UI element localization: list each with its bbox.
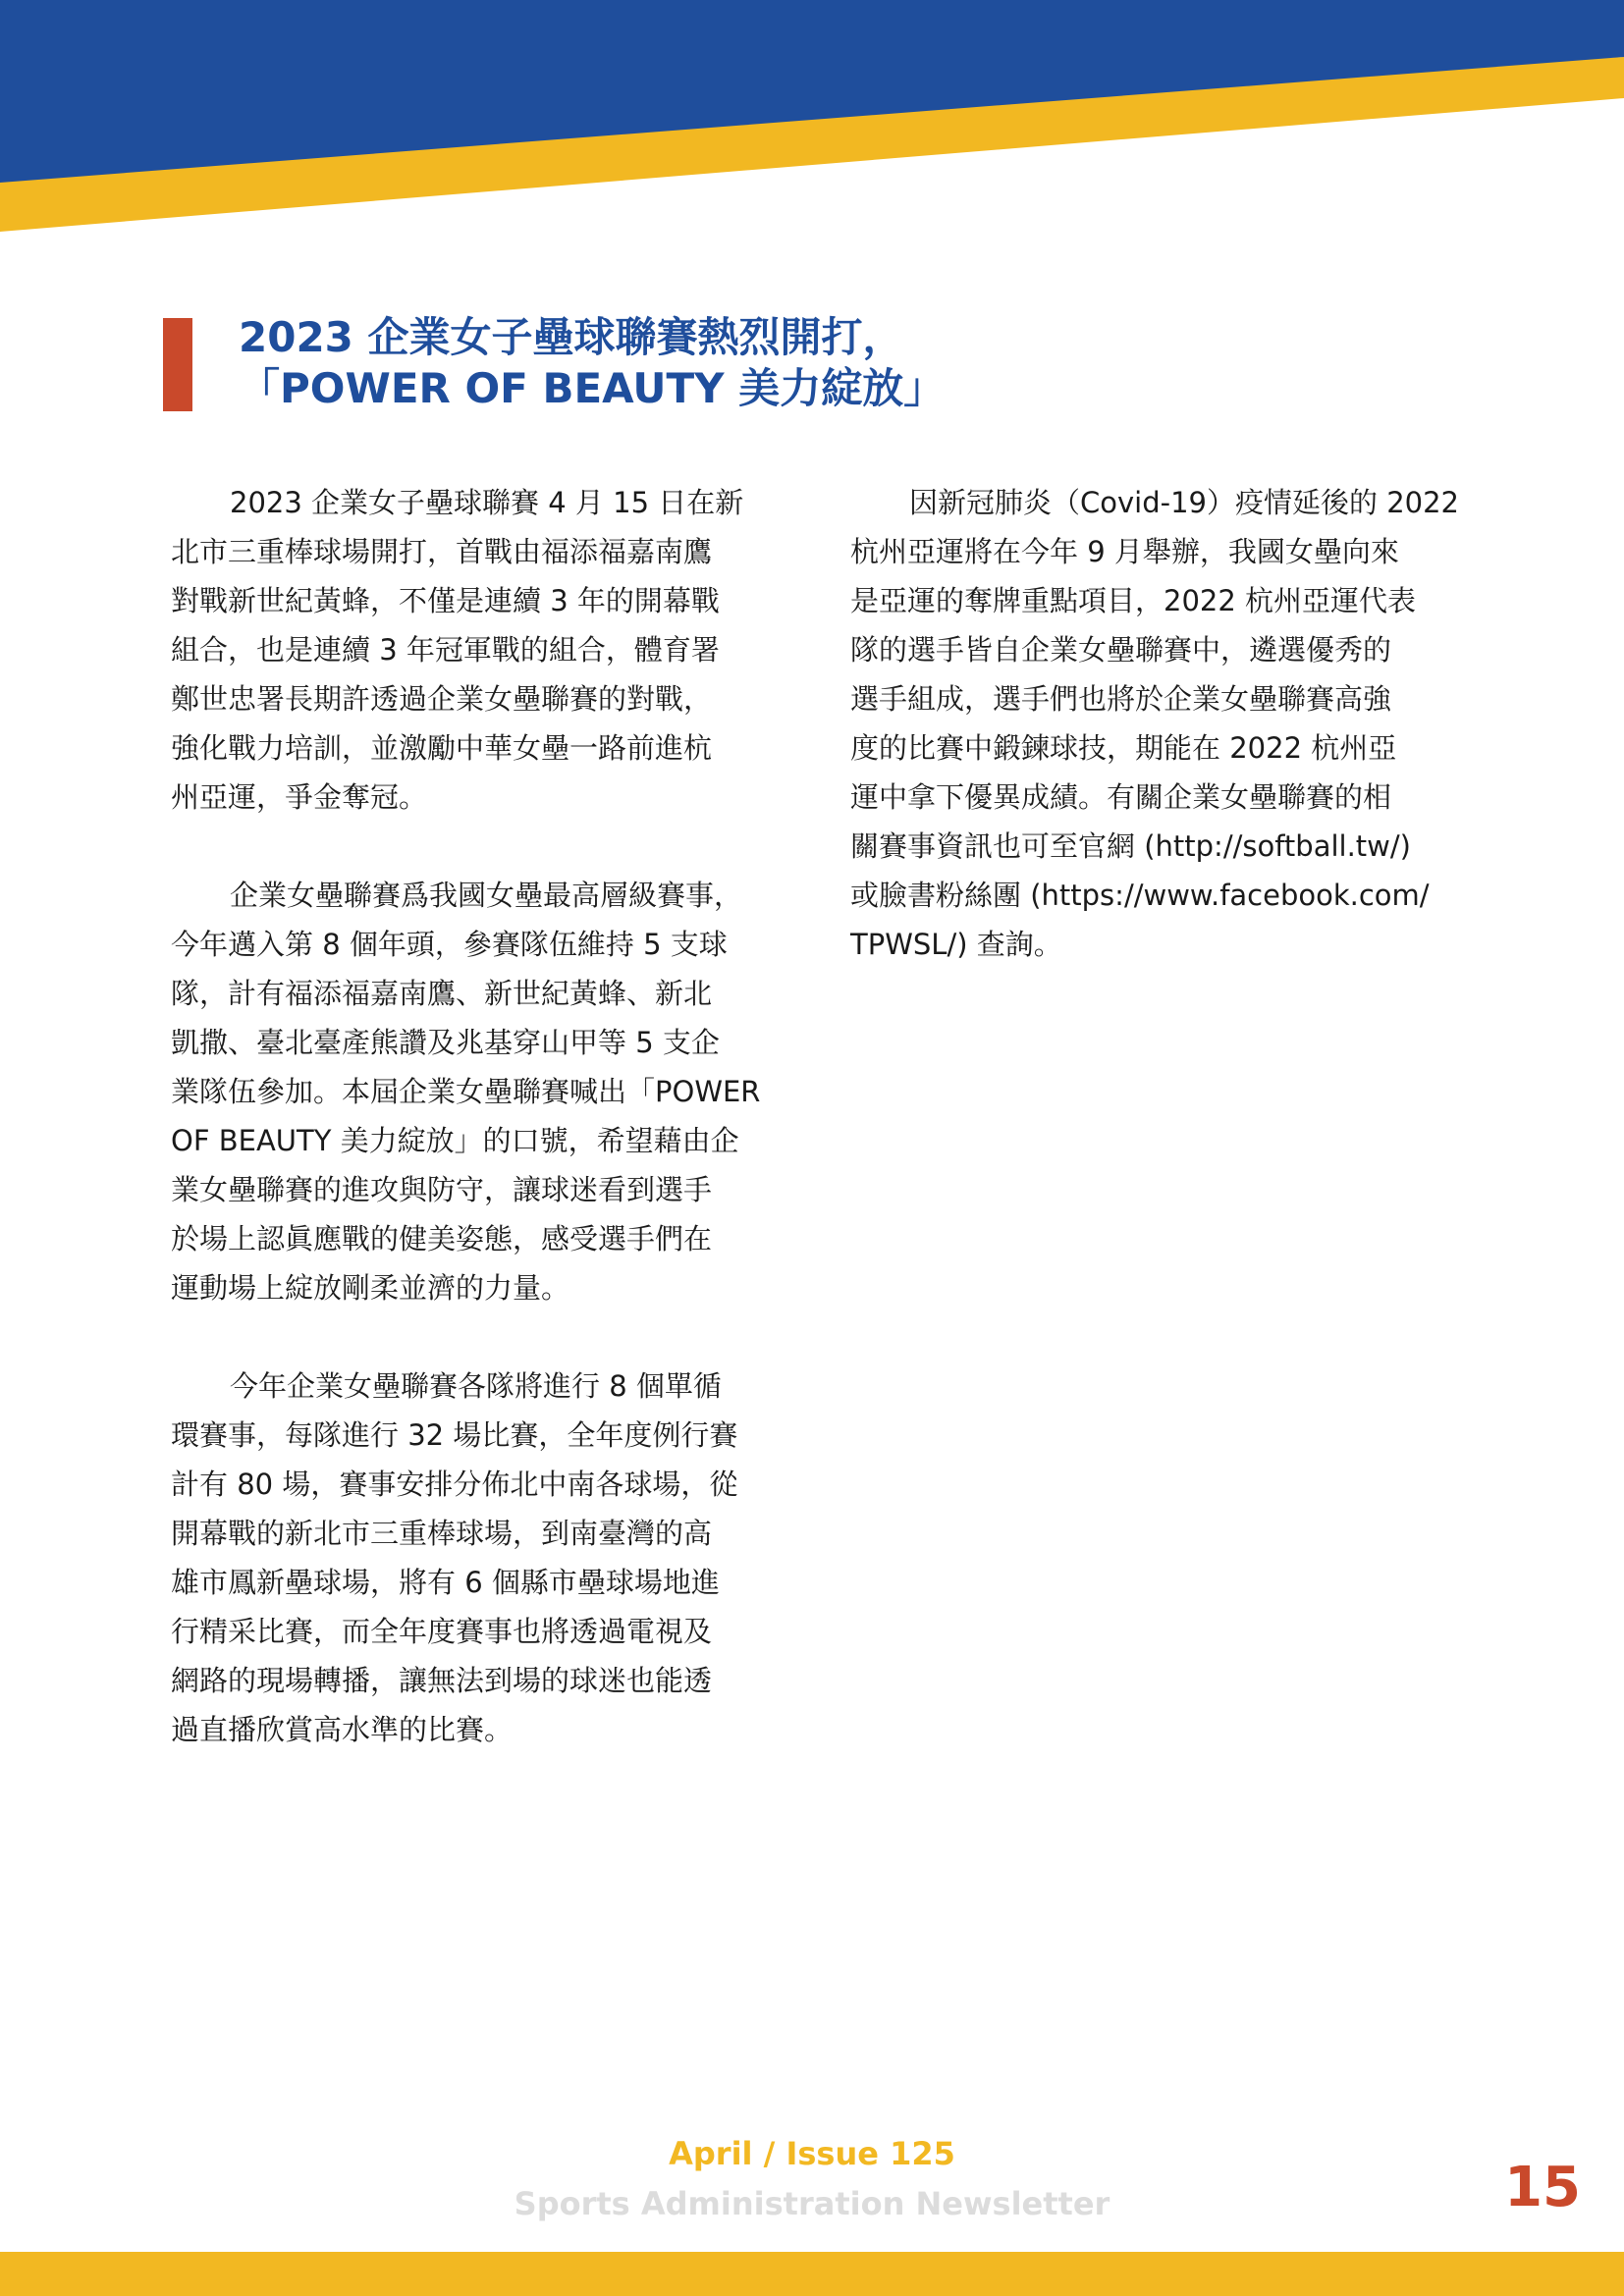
footer-newsletter-name: Sports Administration Newsletter: [514, 2185, 1110, 2222]
text-line: 組合，也是連續 3 年冠軍戰的組合，體育署: [171, 633, 720, 667]
text-line: 北市三重棒球場開打，首戰由福添福嘉南鷹: [171, 535, 713, 568]
text-line: 是亞運的奪牌重點項目，2022 杭州亞運代表: [850, 584, 1417, 617]
text-line: 對戰新世紀黃蜂，不僅是連續 3 年的開幕戰: [171, 584, 720, 617]
text-line: 州亞運，爭金奪冠。: [171, 780, 428, 814]
text-line: 因新冠肺炎（Covid-19）疫情延後的 2022: [909, 486, 1460, 519]
right-column: [850, 478, 1459, 1018]
text-line: 隊的選手皆自企業女壘聯賽中，遴選優秀的: [850, 633, 1392, 667]
text-line: 業隊伍參加。本屆企業女壘聯賽喊出「POWER: [171, 1075, 761, 1108]
text-line: 過直播欣賞高水準的比賽。: [171, 1713, 514, 1746]
paragraph-1: [171, 478, 780, 822]
text-line: 凱撒、臺北臺產熊讚及兆基穿山甲等 5 支企: [171, 1026, 720, 1059]
text-line: 運中拿下優異成績。有關企業女壘聯賽的相: [850, 780, 1392, 814]
paragraph-4: [850, 478, 1459, 969]
text-line: 業女壘聯賽的進攻與防守，讓球迷看到選手: [171, 1173, 713, 1206]
article-title: [239, 312, 1319, 414]
text-line: 今年邁入第 8 個年頭，參賽隊伍維持 5 支球: [171, 928, 728, 961]
facebook-link-line[interactable]: 或臉書粉絲團 (https://www.facebook.com/: [850, 879, 1430, 912]
text-line: 環賽事，每隊進行 32 場比賽，全年度例行賽: [171, 1418, 738, 1452]
article-title-line: 「POWER OF BEAUTY 美力綻放」: [239, 364, 946, 412]
footer-issue: April / Issue 125: [669, 2135, 955, 2172]
text-line: 雄市鳳新壘球場，將有 6 個縣市壘球場地進: [171, 1566, 720, 1599]
text-line: 網路的現場轉播，讓無法到場的球迷也能透: [171, 1664, 713, 1697]
footer-yellow-band: [0, 2252, 1624, 2296]
text-line: 開幕戰的新北市三重棒球場，到南臺灣的高: [171, 1517, 713, 1550]
text-line: 度的比賽中鍛鍊球技，期能在 2022 杭州亞: [850, 731, 1397, 765]
text-line: TPWSL/) 查詢。: [850, 928, 1062, 961]
text-line: 杭州亞運將在今年 9 月舉辦，我國女壘向來: [850, 535, 1399, 568]
text-line: 2023 企業女子壘球聯賽 4 月 15 日在新: [230, 486, 744, 519]
text-line: 於場上認眞應戰的健美姿態，感受選手們在: [171, 1222, 713, 1255]
text-line: 運動場上綻放剛柔並濟的力量。: [171, 1271, 570, 1305]
text-line: 企業女壘聯賽爲我國女壘最高層級賽事，: [230, 879, 743, 912]
text-line: 選手組成，選手們也將於企業女壘聯賽高強: [850, 682, 1392, 716]
page-number: 15: [1504, 2156, 1581, 2219]
text-line: 強化戰力培訓，並激勵中華女壘一路前進杭: [171, 731, 713, 765]
paragraph-2: [171, 871, 780, 1312]
paragraph-3: [171, 1362, 780, 1754]
text-line: 行精采比賽，而全年度賽事也將透過電視及: [171, 1615, 713, 1648]
text-line: 計有 80 場，賽事安排分佈北中南各球場，從: [171, 1468, 738, 1501]
left-column: [171, 478, 780, 1803]
text-line: 鄭世忠署長期許透過企業女壘聯賽的對戰，: [171, 682, 713, 716]
website-link-line[interactable]: 關賽事資訊也可至官網 (http://softball.tw/): [850, 829, 1411, 863]
article-title-line: 2023 企業女子壘球聯賽熱烈開打，: [239, 313, 904, 361]
text-line: 今年企業女壘聯賽各隊將進行 8 個單循: [230, 1369, 722, 1403]
header-diagonal-band: [0, 0, 1624, 236]
text-line: 隊，計有福添福嘉南鷹、新世紀黃蜂、新北: [171, 977, 713, 1010]
title-accent-bar: [163, 318, 192, 411]
text-line: OF BEAUTY 美力綻放」的口號，希望藉由企: [171, 1124, 739, 1157]
